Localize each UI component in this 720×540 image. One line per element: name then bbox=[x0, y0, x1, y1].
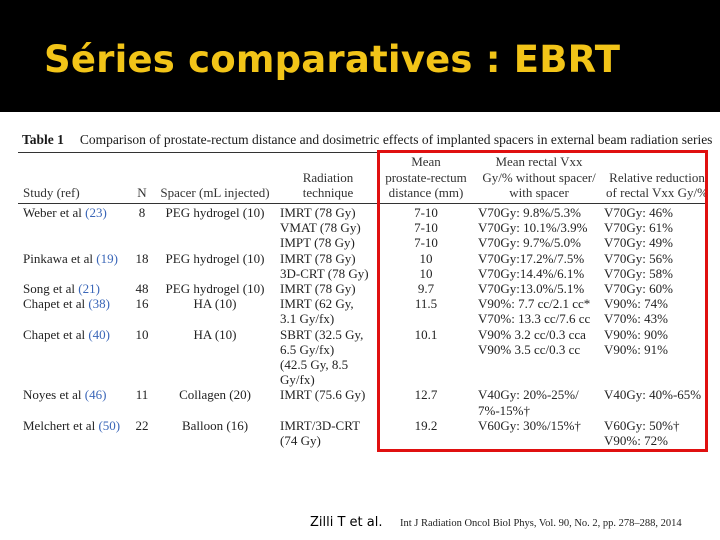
technique-cell: IMRT (78 Gy) bbox=[280, 205, 356, 220]
title-bar bbox=[0, 0, 720, 112]
distance-cell: 10 bbox=[419, 250, 433, 266]
header-technique-line: technique bbox=[302, 184, 354, 200]
reduction-cell: V70Gy: 56% bbox=[604, 250, 673, 266]
spacer-cell: PEG hydrogel (10) bbox=[165, 281, 265, 296]
reduction-cell: V90%: 72% bbox=[604, 433, 668, 448]
n-cell: 18 bbox=[135, 250, 149, 266]
rectal-vxx-cell: V70Gy:14.4%/6.1% bbox=[478, 265, 585, 281]
header-rectal-vxx-line: with spacer bbox=[509, 184, 569, 200]
header-rectal-vxx-line: Gy/% without spacer/ bbox=[482, 169, 596, 185]
distance-cell: 10.1 bbox=[414, 326, 438, 342]
technique-cell: (42.5 Gy, 8.5 bbox=[280, 357, 349, 372]
spacer-cell: Balloon (16) bbox=[181, 417, 249, 433]
header-study-line: Study (ref) bbox=[23, 184, 80, 200]
header-reduction-line: Relative reduction bbox=[609, 169, 705, 185]
rectal-vxx-cell: V70Gy: 10.1%/3.9% bbox=[478, 220, 588, 236]
header-reduction-line: of rectal Vxx Gy/% bbox=[606, 184, 708, 200]
reduction-cell: V90%: 90% bbox=[604, 326, 668, 342]
n-cell: 16 bbox=[135, 296, 149, 312]
distance-cell: 19.2 bbox=[414, 417, 438, 433]
technique-cell: SBRT (32.5 Gy, bbox=[280, 326, 364, 342]
study-name: Chapet et al bbox=[23, 326, 86, 342]
reduction-cell: V70Gy: 60% bbox=[604, 281, 673, 296]
study-ref-link[interactable]: (23) bbox=[85, 205, 107, 220]
n-cell: 22 bbox=[135, 417, 149, 433]
table-label: Table 1 bbox=[22, 132, 64, 147]
study-ref-link[interactable]: (21) bbox=[78, 281, 100, 296]
reduction-cell: V60Gy: 50%† bbox=[604, 417, 680, 433]
rectal-vxx-cell: V40Gy: 20%-25%/ bbox=[478, 387, 579, 403]
reduction-cell: V90%: 91% bbox=[604, 341, 668, 357]
technique-cell: Gy/fx) bbox=[280, 372, 315, 388]
reduction-cell: V70Gy: 46% bbox=[604, 205, 673, 220]
study-cell bbox=[23, 296, 110, 311]
reduction-cell: V70Gy: 61% bbox=[604, 220, 673, 236]
header-distance-line: prostate-rectum bbox=[385, 169, 467, 185]
reduction-cell: V70%: 43% bbox=[604, 311, 668, 327]
rectal-vxx-cell: V90%: 7.7 cc/2.1 cc* bbox=[478, 296, 591, 312]
rectal-vxx-cell: V90% 3.5 cc/0.3 cc bbox=[478, 341, 581, 357]
distance-cell: 11.5 bbox=[414, 296, 438, 312]
spacer-cell: HA (10) bbox=[193, 296, 237, 312]
spacer-cell: Collagen (20) bbox=[179, 387, 251, 403]
rectal-vxx-cell: V70Gy: 9.8%/5.3% bbox=[478, 205, 581, 220]
spacer-cell: PEG hydrogel (10) bbox=[165, 250, 265, 266]
distance-cell: 12.7 bbox=[414, 387, 438, 403]
study-ref-link[interactable]: (40) bbox=[88, 326, 111, 342]
rectal-vxx-cell: V70Gy: 9.7%/5.0% bbox=[478, 235, 581, 251]
study-cell bbox=[23, 387, 106, 402]
study-cell bbox=[23, 327, 110, 342]
rectal-vxx-cell: V70%: 13.3 cc/7.6 cc bbox=[478, 311, 591, 327]
rectal-vxx-cell: 7%-15%† bbox=[478, 402, 530, 418]
header-spacer-line: Spacer (mL injected) bbox=[160, 184, 270, 200]
distance-cell: 7-10 bbox=[414, 235, 438, 251]
technique-cell: IMRT (75.6 Gy) bbox=[280, 387, 366, 403]
technique-cell: IMRT (78 Gy) bbox=[280, 250, 356, 266]
study-cell bbox=[23, 281, 100, 296]
technique-cell: IMRT/3D-CRT bbox=[280, 417, 361, 433]
study-name: Song et al bbox=[23, 281, 75, 296]
technique-cell: IMRT (62 Gy, bbox=[280, 296, 354, 312]
rectal-vxx-cell: V70Gy:17.2%/7.5% bbox=[478, 250, 585, 266]
study-name: Melchert et al bbox=[23, 417, 96, 433]
n-cell: 48 bbox=[135, 281, 149, 296]
reduction-cell: V40Gy: 40%-65% bbox=[604, 387, 702, 403]
technique-cell: VMAT (78 Gy) bbox=[280, 220, 361, 236]
citation-journal: Int J Radiation Oncol Biol Phys, Vol. 90, No. 2, pp. 278–288, 2014 bbox=[400, 518, 682, 529]
study-ref-link[interactable]: (19) bbox=[96, 250, 118, 266]
slide-title: Séries comparatives : EBRT bbox=[44, 38, 621, 81]
study-cell bbox=[23, 418, 120, 433]
study-name: Chapet et al bbox=[23, 296, 86, 312]
header-technique-line: Radiation bbox=[302, 169, 354, 185]
header-rectal-vxx-line: Mean rectal Vxx bbox=[495, 154, 583, 170]
technique-cell: IMPT (78 Gy) bbox=[280, 235, 355, 251]
header-n-line: N bbox=[137, 184, 147, 200]
table-caption-text: Comparison of prostate-rectum distance and dosimetric effects of implanted spacers in external beam radiation series bbox=[79, 132, 713, 147]
study-cell bbox=[23, 205, 107, 220]
rectal-vxx-cell: V90% 3.2 cc/0.3 cca bbox=[478, 326, 586, 342]
technique-cell: IMRT (78 Gy) bbox=[280, 281, 356, 296]
distance-cell: 7-10 bbox=[414, 220, 438, 236]
rectal-vxx-cell: V60Gy: 30%/15%† bbox=[478, 417, 581, 433]
distance-cell: 7-10 bbox=[414, 205, 438, 220]
reduction-cell: V70Gy: 58% bbox=[604, 265, 673, 281]
n-cell: 10 bbox=[135, 326, 149, 342]
study-ref-link[interactable]: (46) bbox=[84, 387, 107, 403]
study-ref-link[interactable]: (38) bbox=[88, 296, 111, 312]
study-name: Noyes et al bbox=[23, 387, 82, 403]
study-ref-link[interactable]: (50) bbox=[98, 417, 121, 433]
header-distance-line: distance (mm) bbox=[388, 184, 464, 200]
study-cell bbox=[23, 251, 118, 266]
spacer-cell: HA (10) bbox=[193, 326, 237, 342]
reduction-cell: V70Gy: 49% bbox=[604, 235, 673, 251]
study-name: Weber et al bbox=[23, 205, 82, 220]
n-cell: 8 bbox=[138, 205, 146, 220]
distance-cell: 9.7 bbox=[417, 281, 435, 296]
header-distance-line: Mean bbox=[411, 154, 441, 170]
technique-cell: (74 Gy) bbox=[280, 433, 321, 448]
spacer-cell: PEG hydrogel (10) bbox=[165, 205, 265, 220]
study-name: Pinkawa et al bbox=[23, 250, 94, 266]
n-cell: 11 bbox=[135, 387, 149, 403]
distance-cell: 10 bbox=[419, 265, 433, 281]
rectal-vxx-cell: V70Gy:13.0%/5.1% bbox=[478, 281, 585, 296]
citation-author: Zilli T et al. bbox=[310, 515, 383, 530]
technique-cell: 3D-CRT (78 Gy) bbox=[280, 265, 369, 281]
technique-cell: 3.1 Gy/fx) bbox=[280, 311, 335, 327]
table-caption bbox=[22, 132, 712, 148]
technique-cell: 6.5 Gy/fx) bbox=[280, 341, 335, 357]
highlight-box bbox=[377, 150, 708, 452]
reduction-cell: V90%: 74% bbox=[604, 296, 668, 312]
